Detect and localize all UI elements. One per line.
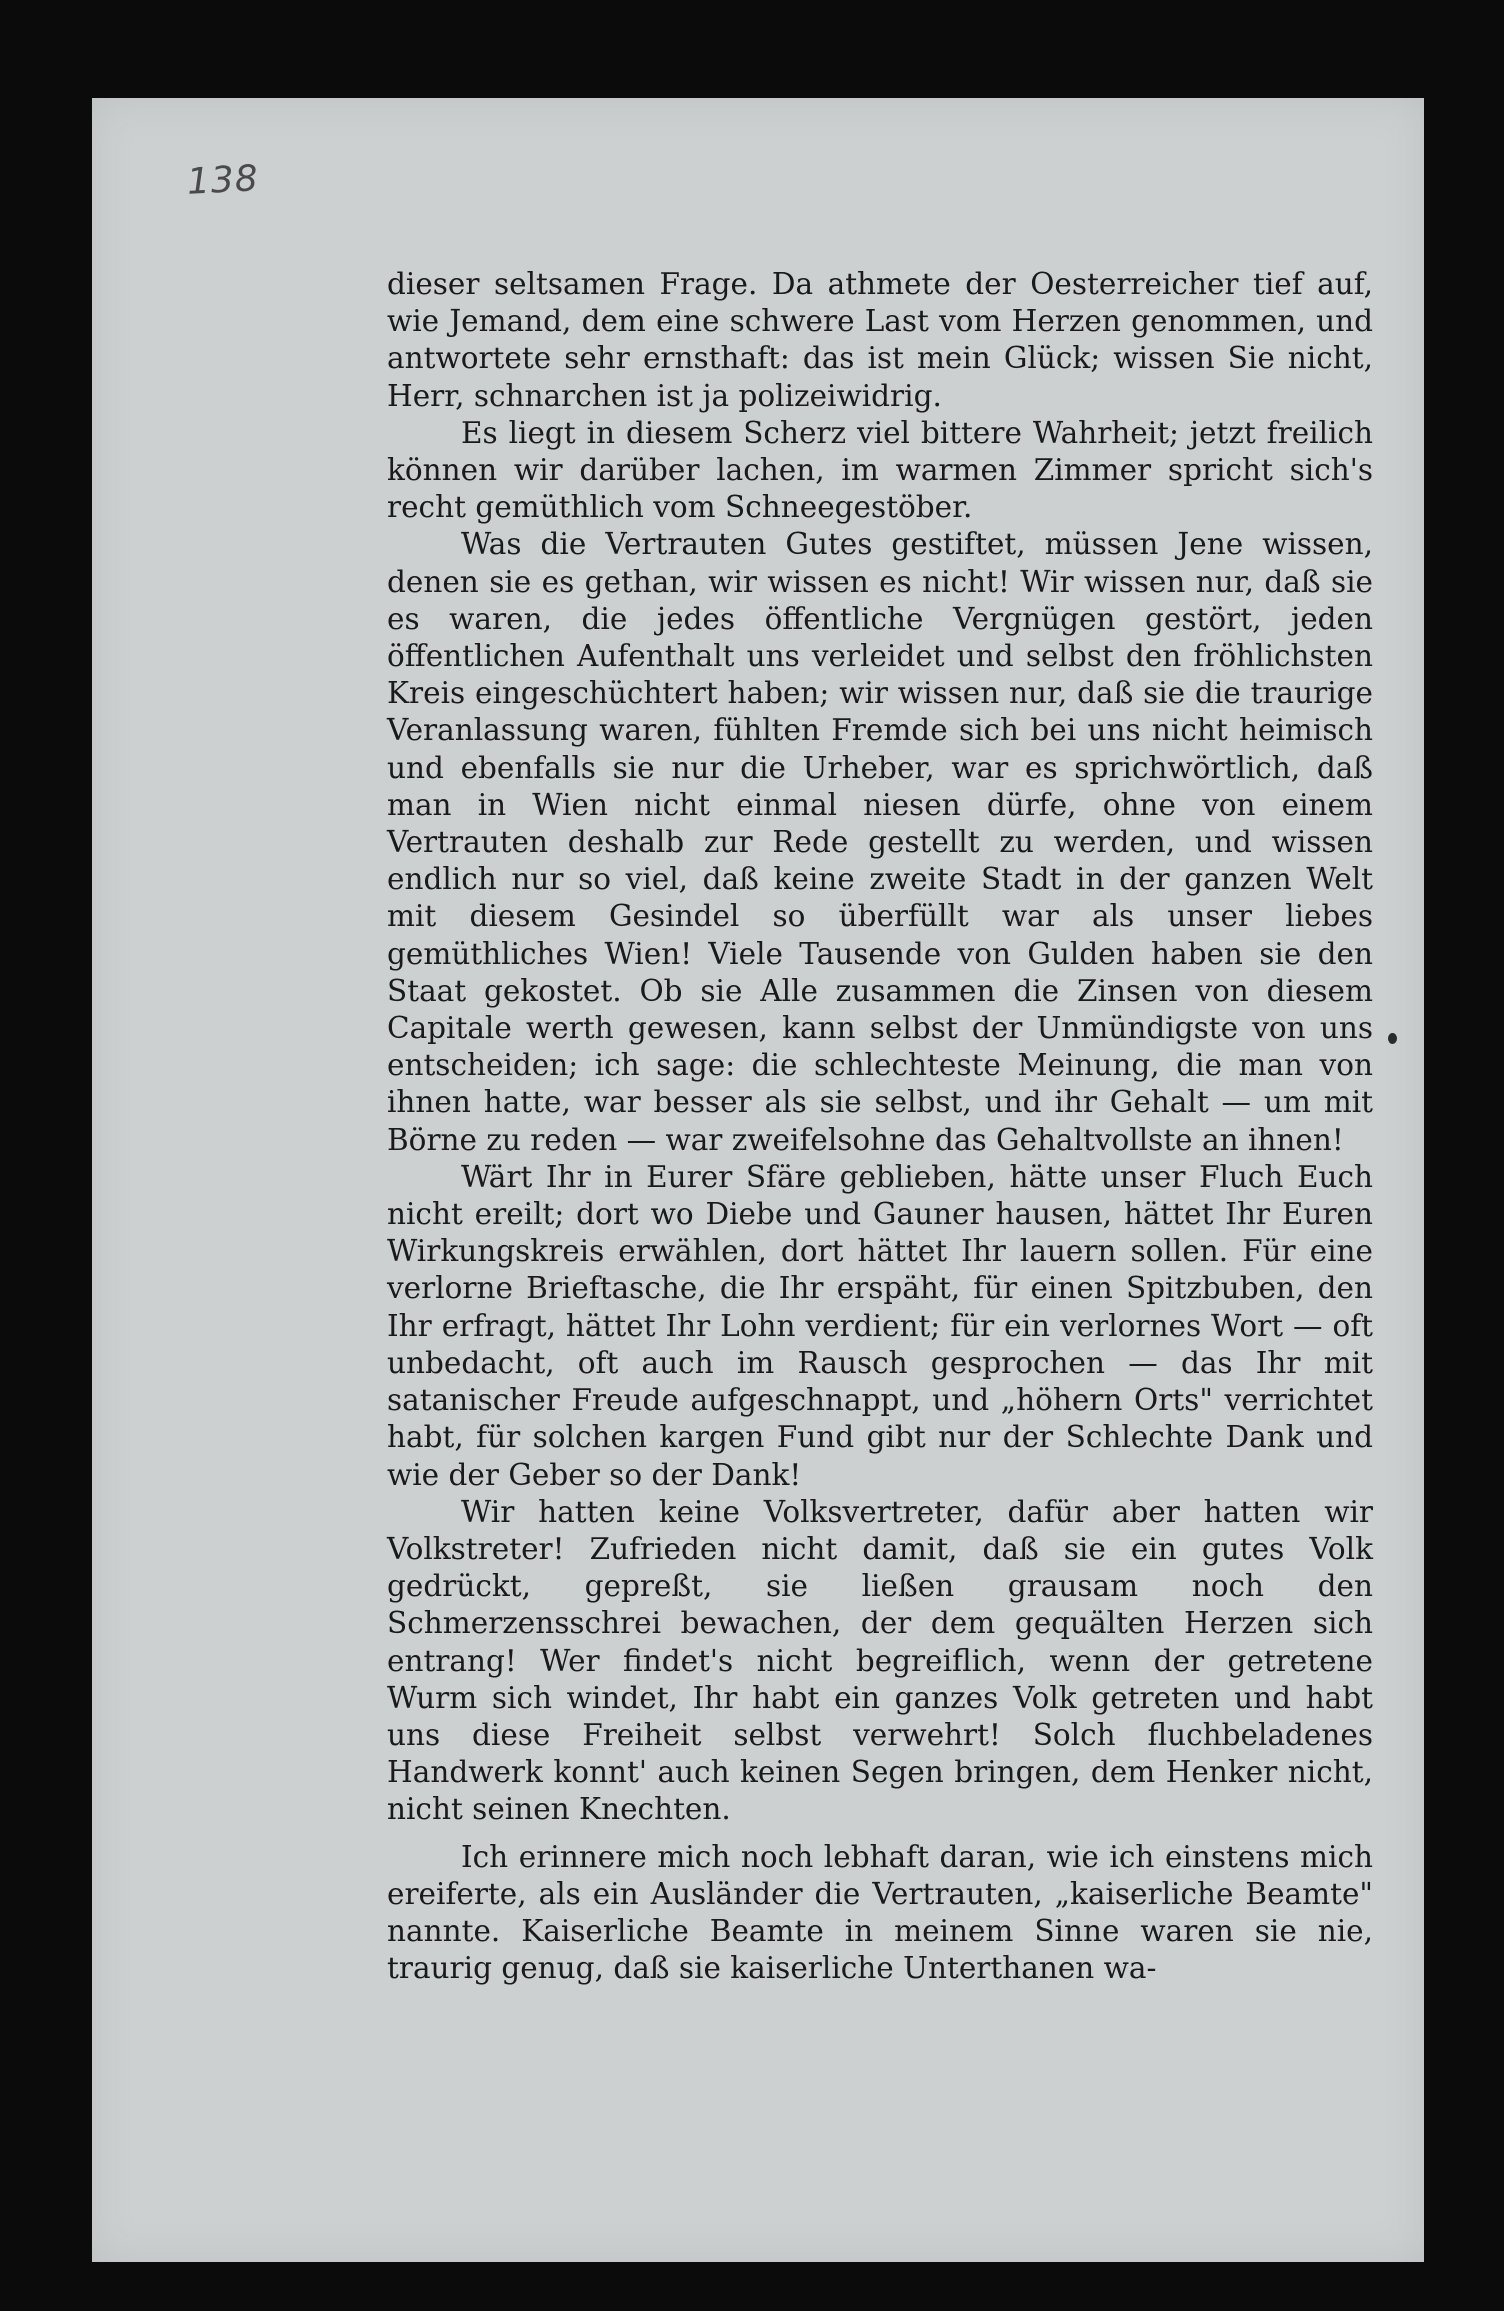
paper-speck: [1388, 1033, 1397, 1044]
paragraph-6: Ich erinnere mich noch lebhaft daran, wie ich einstens mich ereiferte, als ein Ausländer die Vertrauten, „kaiserliche Beamte" nannte. Kaiserliche Beamte in meinem Sinne waren sie nie, traurig genug, daß sie kaiserliche Unterthanen wa-: [387, 1839, 1373, 1986]
paragraph-4: Wärt Ihr in Eurer Sfäre geblieben, hätte unser Fluch Euch nicht ereilt; dort wo Diebe und Gauner hausen, hättet Ihr Euren Wirkungskreis erwählen, dort hättet Ihr lauern sollen. Für eine verlorne Brieftasche, die Ihr erspäht, für einen Spitzbuben, den Ihr erfragt, hättet Ihr Lohn verdient; für ein verlornes Wort — oft unbedacht, oft auch im Rausch gesprochen — das Ihr mit satanischer Freude aufgeschnappt, und „höhern Orts" verrichtet habt, für solchen kargen Fund gibt nur der Schlechte Dank und wie der Geber so der Dank!: [387, 1159, 1373, 1492]
paragraph-1: dieser seltsamen Frage. Da athmete der Oesterreicher tief auf, wie Jemand, dem eine schwere Last vom Herzen genommen, und antwortete sehr ernsthaft: das ist mein Glück; wissen Sie nicht, Herr, schnarchen ist ja polizeiwidrig.: [387, 267, 1373, 413]
paragraph-2: Es liegt in diesem Scherz viel bittere Wahrheit; jetzt freilich können wir darüber lachen, im warmen Zimmer spricht sich's recht gemüthlich vom Schneegestöber.: [387, 415, 1373, 525]
paragraph-3: Was die Vertrauten Gutes gestiftet, müssen Jene wissen, denen sie es gethan, wir wissen es nicht! Wir wissen nur, daß sie es waren, die jedes öffentliche Vergnügen gestört, jeden öffentlichen Aufenthalt uns verleidet und selbst den fröhlichsten Kreis eingeschüchtert haben; wir wissen nur, daß sie die traurige Veranlassung waren, fühlten Fremde sich bei uns nicht heimisch und ebenfalls sie nur die Urheber, war es sprichwörtlich, daß man in Wien nicht einmal niesen dürfe, ohne von einem Vertrauten deshalb zur Rede gestellt zu werden, und wissen endlich nur so viel, daß keine zweite Stadt in der ganzen Welt mit diesem Gesindel so überfüllt war als unser liebes gemüthliches Wien! Viele Tausende von Gulden haben sie den Staat gekostet. Ob sie Alle zusammen die Zinsen von diesem Capitale werth gewesen, kann selbst der Unmündigste von uns entscheiden; ich sage: die schlechteste Meinung, die man von ihnen hatte, war besser als sie selbst, und ihr Gehalt — um mit Börne zu reden — war zweifelsohne das Gehaltvollste an ihnen!: [387, 527, 1373, 1157]
body-text: [387, 266, 1373, 1987]
paragraph-5: Wir hatten keine Volksvertreter, dafür aber hatten wir Volkstreter! Zufrieden nicht damit, daß sie ein gutes Volk gedrückt, gepreßt, sie ließen grausam noch den Schmerzensschrei bewachen, der dem gequälten Herzen sich entrang! Wer findet's nicht begreiflich, wenn der getretene Wurm sich windet, Ihr habt ein ganzes Volk getreten und habt uns diese Freiheit selbst verwehrt! Solch fluchbeladenes Handwerk konnt' auch keinen Segen bringen, dem Henker nicht, nicht seinen Knechten.: [387, 1494, 1373, 1827]
document-page: [92, 98, 1424, 2262]
folio-number: 138: [185, 158, 260, 203]
